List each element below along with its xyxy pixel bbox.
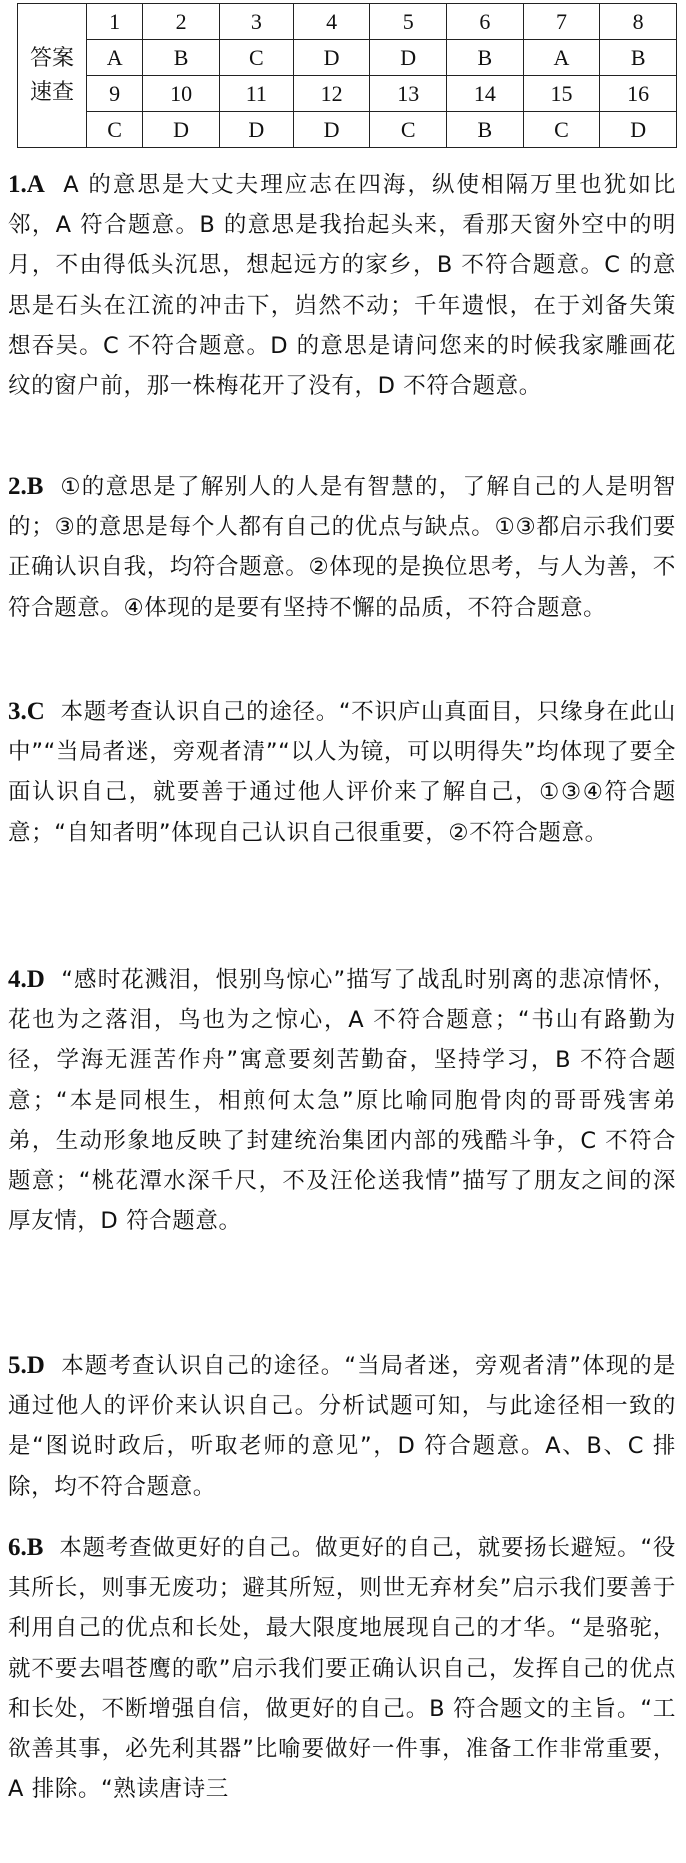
question-number: 5 <box>370 4 447 40</box>
question-answer-label: 4.D <box>8 966 45 993</box>
answer-cell: D <box>370 40 447 76</box>
question-number: 1 <box>87 4 143 40</box>
question-number: 11 <box>219 76 293 112</box>
question-number: 12 <box>293 76 370 112</box>
explanation-2 <box>8 467 676 628</box>
question-number: 16 <box>600 76 677 112</box>
question-number: 9 <box>87 76 143 112</box>
question-number: 14 <box>447 76 524 112</box>
answer-cell: A <box>523 40 600 76</box>
explanation-text: 本题考查认识自己的途径。“当局者迷，旁观者清”体现的是通过他人的评价来认识自己。分析试题可知，与此途径相一致的是“图说时政后，听取老师的意见”，D 符合题意。A、B、C 排除，均不符合题意。 <box>8 1353 676 1500</box>
answer-cell: D <box>219 112 293 148</box>
explanation-3 <box>8 692 676 853</box>
question-number: 13 <box>370 76 447 112</box>
answer-cell: D <box>293 112 370 148</box>
question-answer-label: 1.A <box>8 171 45 198</box>
answer-cell: D <box>600 112 677 148</box>
question-number: 10 <box>143 76 220 112</box>
explanation-text: ①的意思是了解别人的人是有智慧的，了解自己的人是明智的；③的意思是每个人都有自己的优点与缺点。①③都启示我们要正确认识自我，均符合题意。②体现的是换位思考，与人为善，不符合题意。④体现的是要有坚持不懈的品质，不符合题意。 <box>8 474 676 621</box>
answer-cell: B <box>143 40 220 76</box>
question-number: 6 <box>447 4 524 40</box>
explanation-4 <box>8 960 676 1241</box>
question-number: 3 <box>219 4 293 40</box>
question-number: 7 <box>523 4 600 40</box>
table-label: 答案 速查 <box>18 4 87 148</box>
answer-cell: C <box>87 112 143 148</box>
question-number: 15 <box>523 76 600 112</box>
question-answer-label: 6.B <box>8 1534 44 1561</box>
question-number: 2 <box>143 4 220 40</box>
answer-cell: B <box>447 40 524 76</box>
question-answer-label: 5.D <box>8 1352 45 1379</box>
explanation-6 <box>8 1528 676 1809</box>
answer-cell: D <box>143 112 220 148</box>
answer-cell: C <box>219 40 293 76</box>
answer-cell: A <box>87 40 143 76</box>
explanation-text: 本题考查认识自己的途径。“不识庐山真面目，只缘身在此山中”“当局者迷，旁观者清”“以人为镜，可以明得失”均体现了要全面认识自己，就要善于通过他人评价来了解自己，①③④符合题意；“自知者明”体现自己认识自己很重要，②不符合题意。 <box>8 699 677 846</box>
explanation-5 <box>8 1346 676 1507</box>
answer-cell: B <box>447 112 524 148</box>
question-answer-label: 2.B <box>8 473 44 500</box>
answer-cell: B <box>600 40 677 76</box>
explanation-text: 本题考查做更好的自己。做更好的自己，就要扬长避短。“役其所长，则事无废功；避其所短，则世无弃材矣”启示我们要善于利用自己的优点和长处，最大限度地展现自己的才华。“是骆驼，就不要去唱苍鹰的歌”启示我们要正确认识自己，发挥自己的优点和长处，不断增强自信，做更好的自己。B 符合题文的主旨。“工欲善其事，必先利其器”比喻要做好一件事，准备工作非常重要，A 排除。“熟读唐诗三 <box>8 1535 676 1803</box>
explanation-text: A 的意思是大丈夫理应志在四海，纵使相隔万里也犹如比邻，A 符合题意。B 的意思是我抬起头来，看那天窗外空中的明月，不由得低头沉思，想起远方的家乡，B 不符合题意。C 的意思是石头在江流的冲击下，岿然不动；千年遗恨，在于刘备失策想吞吴。C 不符合题意。D 的意思是请问您来的时候我家雕画花纹的窗户前，那一株梅花开了没有，D 不符合题意。 <box>8 172 676 400</box>
question-number: 8 <box>600 4 677 40</box>
explanation-text: “感时花溅泪，恨别鸟惊心”描写了战乱时别离的悲凉情怀，花也为之落泪，鸟也为之惊心，A 不符合题意；“书山有路勤为径，学海无涯苦作舟”寓意要刻苦勤奋，坚持学习，B 不符合题意；“本是同根生，相煎何太急”原比喻同胞骨肉的哥哥残害弟弟，生动形象地反映了封建统治集团内部的残酷斗争，C 不符合题意；“桃花潭水深千尺，不及汪伦送我情”描写了朋友之间的深厚友情，D 符合题意。 <box>8 967 676 1235</box>
answer-cell: C <box>370 112 447 148</box>
answer-cell: D <box>293 40 370 76</box>
question-number: 4 <box>293 4 370 40</box>
answer-cell: C <box>523 112 600 148</box>
question-answer-label: 3.C <box>8 698 45 725</box>
explanation-1 <box>8 165 676 406</box>
answer-quick-check-table <box>17 3 677 148</box>
